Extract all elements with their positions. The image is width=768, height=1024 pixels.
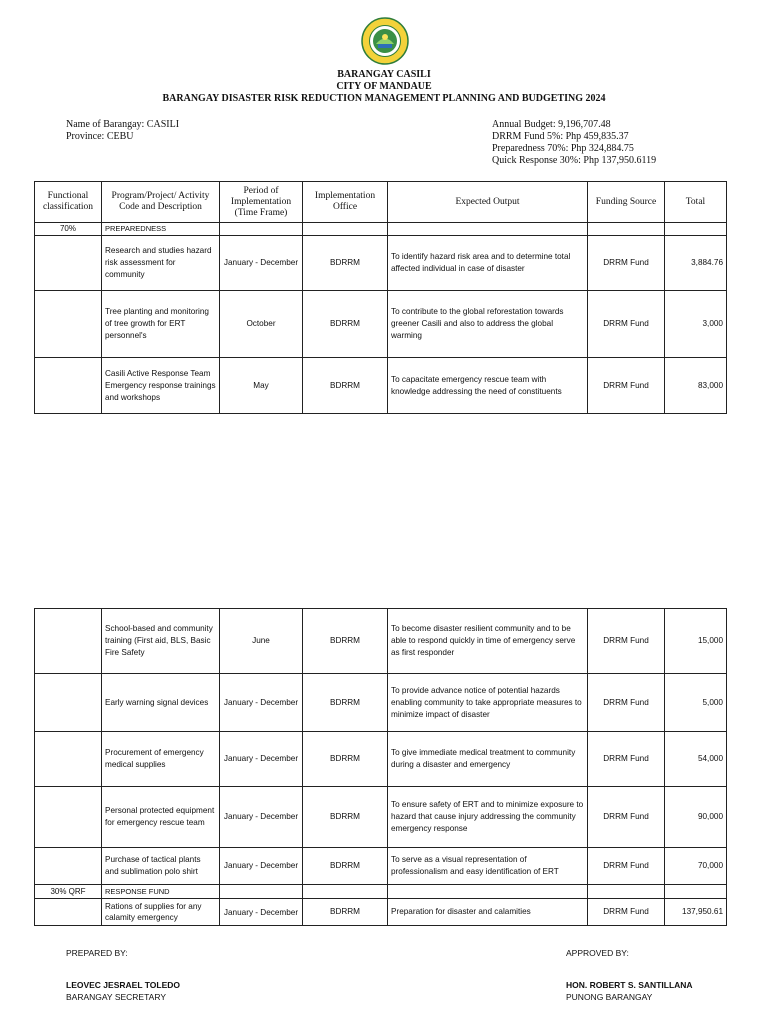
period-cell: June [220, 609, 303, 674]
total-cell: 137,950.61 [665, 899, 727, 926]
funding-cell: DRRM Fund [588, 358, 665, 414]
section-class: 30% QRF [35, 885, 102, 899]
table-row [35, 732, 727, 787]
program-cell: Research and studies hazard risk assessment for community [102, 236, 220, 291]
output-cell: Preparation for disaster and calamities [388, 899, 588, 926]
col-total: Total [665, 182, 727, 223]
drrm-fund: DRRM Fund 5%: Php 459,835.37 [492, 131, 629, 142]
funding-cell: DRRM Fund [588, 899, 665, 926]
total-cell: 83,000 [665, 358, 727, 414]
output-cell: To become disaster resilient community and to be able to respond quickly in time of emergency serve as first responder [388, 609, 588, 674]
period-cell: January - December [220, 732, 303, 787]
col-functional: Functional classification [35, 182, 102, 223]
official-seal-logo [361, 17, 409, 65]
output-cell: To ensure safety of ERT and to minimize exposure to hazard that cause injury addressing the community emergency response [388, 787, 588, 848]
period-cell: May [220, 358, 303, 414]
output-cell: To serve as a visual representation of professionalism and easy identification of ERT [388, 848, 588, 885]
section-label: PREPAREDNESS [102, 223, 220, 236]
col-period: Period of Implementation (Time Frame) [220, 182, 303, 223]
section-label: RESPONSE FUND [102, 885, 220, 899]
province-name: Province: CEBU [66, 131, 134, 142]
continued-table [34, 608, 727, 926]
office-cell: BDRRM [303, 674, 388, 732]
total-cell: 3,884.76 [665, 236, 727, 291]
funding-cell: DRRM Fund [588, 732, 665, 787]
total-cell: 3,000 [665, 291, 727, 358]
program-cell: Rations of supplies for any calamity emergency [102, 899, 220, 926]
barangay-heading: BARANGAY CASILI [337, 69, 431, 80]
office-cell: BDRRM [303, 732, 388, 787]
funding-cell: DRRM Fund [588, 291, 665, 358]
total-cell: 54,000 [665, 732, 727, 787]
total-cell: 5,000 [665, 674, 727, 732]
col-funding: Funding Source [588, 182, 665, 223]
program-cell: Procurement of emergency medical supplies [102, 732, 220, 787]
prepared-by-name: LEOVEC JESRAEL TOLEDO [66, 980, 180, 990]
quick-response-budget: Quick Response 30%: Php 137,950.6119 [492, 155, 657, 166]
total-cell: 90,000 [665, 787, 727, 848]
funding-cell: DRRM Fund [588, 236, 665, 291]
program-cell: Early warning signal devices [102, 674, 220, 732]
funding-cell: DRRM Fund [588, 848, 665, 885]
col-office: Implementation Office [303, 182, 388, 223]
table-row [35, 848, 727, 885]
table-row [35, 899, 727, 926]
approved-by-title: PUNONG BARANGAY [566, 992, 653, 1002]
table-row [35, 787, 727, 848]
col-program: Program/Project/ Activity Code and Description [102, 182, 220, 223]
period-cell: January - December [220, 899, 303, 926]
approved-by-name: HON. ROBERT S. SANTILLANA [566, 980, 693, 990]
office-cell: BDRRM [303, 291, 388, 358]
document-title: BARANGAY DISASTER RISK REDUCTION MANAGEMENT PLANNING AND BUDGETING 2024 [162, 93, 606, 104]
section-class: 70% [35, 223, 102, 236]
office-cell: BDRRM [303, 609, 388, 674]
office-cell: BDRRM [303, 236, 388, 291]
table-header-row [35, 182, 727, 223]
section-row-response-fund [35, 885, 727, 899]
table-row [35, 291, 727, 358]
table-row [35, 358, 727, 414]
program-cell: Tree planting and monitoring of tree growth for ERT personnel's [102, 291, 220, 358]
table-row [35, 609, 727, 674]
city-heading: CITY OF MANDAUE [336, 81, 432, 92]
funding-cell: DRRM Fund [588, 609, 665, 674]
period-cell: January - December [220, 787, 303, 848]
output-cell: To capacitate emergency rescue team with knowledge addressing the need of constituents [388, 358, 588, 414]
preparedness-table [34, 181, 727, 414]
annual-budget: Annual Budget: 9,196,707.48 [492, 119, 611, 130]
table-row [35, 674, 727, 732]
table-row [35, 236, 727, 291]
office-cell: BDRRM [303, 787, 388, 848]
total-cell: 70,000 [665, 848, 727, 885]
prepared-by-title: BARANGAY SECRETARY [66, 992, 166, 1002]
office-cell: BDRRM [303, 358, 388, 414]
output-cell: To provide advance notice of potential hazards enabling community to take appropriate measures to minimize impact of disaster [388, 674, 588, 732]
approved-by-label: APPROVED BY: [566, 948, 629, 958]
funding-cell: DRRM Fund [588, 787, 665, 848]
barangay-name: Name of Barangay: CASILI [66, 119, 180, 130]
program-cell: Personal protected equipment for emergency rescue team [102, 787, 220, 848]
program-cell: School-based and community training (First aid, BLS, Basic Fire Safety [102, 609, 220, 674]
office-cell: BDRRM [303, 899, 388, 926]
output-cell: To give immediate medical treatment to community during a disaster and emergency [388, 732, 588, 787]
prepared-by-label: PREPARED BY: [66, 948, 128, 958]
section-row-preparedness [35, 223, 727, 236]
program-cell: Purchase of tactical plants and sublimation polo shirt [102, 848, 220, 885]
office-cell: BDRRM [303, 848, 388, 885]
funding-cell: DRRM Fund [588, 674, 665, 732]
output-cell: To contribute to the global reforestation towards greener Casili and also to address the global warming [388, 291, 588, 358]
period-cell: January - December [220, 674, 303, 732]
program-cell: Casili Active Response Team Emergency response trainings and workshops [102, 358, 220, 414]
period-cell: January - December [220, 848, 303, 885]
col-output: Expected Output [388, 182, 588, 223]
total-cell: 15,000 [665, 609, 727, 674]
period-cell: January - December [220, 236, 303, 291]
output-cell: To identify hazard risk area and to determine total affected individual in case of disaster [388, 236, 588, 291]
period-cell: October [220, 291, 303, 358]
preparedness-budget: Preparedness 70%: Php 324,884.75 [492, 143, 634, 154]
